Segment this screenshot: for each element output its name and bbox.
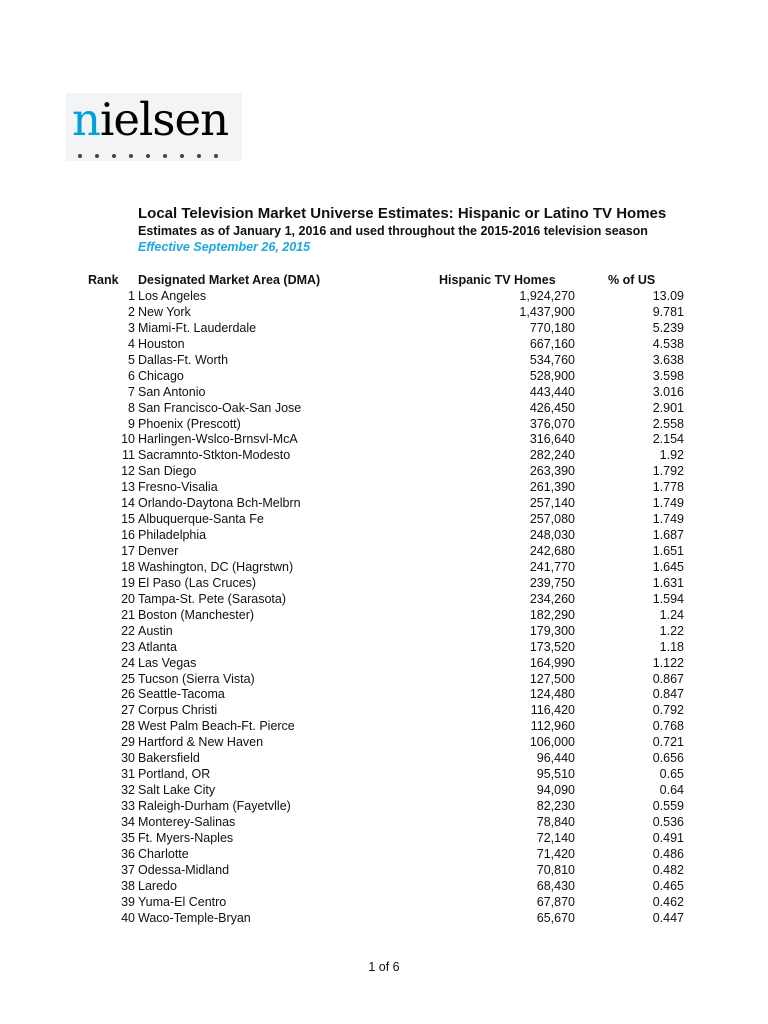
table-row xyxy=(0,672,768,688)
cell-hispanic-tv-homes: 96,440 xyxy=(536,751,575,766)
cell-dma: Hartford & New Haven xyxy=(138,735,264,750)
cell-hispanic-tv-homes: 1,924,270 xyxy=(519,289,575,303)
cell-percent-of-us: 2.901 xyxy=(652,400,684,415)
cell-dma: Bakersfield xyxy=(138,751,200,766)
table-row xyxy=(0,480,768,496)
cell-dma: Yuma-El Centro xyxy=(138,894,227,909)
cell-rank: 36 xyxy=(121,846,135,861)
table-row xyxy=(0,799,768,815)
cell-percent-of-us: 0.536 xyxy=(652,814,684,829)
cell-rank: 3 xyxy=(128,320,135,335)
cell-hispanic-tv-homes: 116,420 xyxy=(530,703,575,718)
cell-rank: 25 xyxy=(121,671,135,686)
cell-rank: 2 xyxy=(128,304,135,319)
cell-hispanic-tv-homes: 770,180 xyxy=(529,320,575,335)
header-hispanic-tv-homes: Hispanic TV Homes xyxy=(439,273,556,287)
table-row xyxy=(0,624,768,640)
cell-rank: 7 xyxy=(128,384,135,399)
cell-dma: Fresno-Visalia xyxy=(138,480,218,495)
table-row xyxy=(0,369,768,385)
table-row xyxy=(0,496,768,512)
cell-hispanic-tv-homes: 179,300 xyxy=(529,623,575,638)
table-row xyxy=(0,656,768,672)
cell-rank: 21 xyxy=(121,607,135,622)
page-title: Local Television Market Universe Estimates: Hispanic or Latino TV Homes xyxy=(138,205,667,222)
cell-hispanic-tv-homes: 72,140 xyxy=(536,830,575,845)
cell-dma: Charlotte xyxy=(138,846,189,861)
cell-rank: 12 xyxy=(121,464,135,479)
cell-dma: Raleigh-Durham (Fayetvlle) xyxy=(138,799,291,813)
cell-hispanic-tv-homes: 257,080 xyxy=(529,512,575,527)
table-row xyxy=(0,448,768,464)
cell-rank: 18 xyxy=(121,559,135,574)
cell-rank: 22 xyxy=(121,623,135,638)
cell-dma: Phoenix (Prescott) xyxy=(138,416,241,431)
cell-dma: El Paso (Las Cruces) xyxy=(138,575,257,590)
table-row xyxy=(0,703,768,719)
cell-rank: 30 xyxy=(121,751,135,766)
cell-dma: San Diego xyxy=(138,464,197,479)
cell-hispanic-tv-homes: 528,900 xyxy=(529,368,575,383)
cell-hispanic-tv-homes: 263,390 xyxy=(529,464,575,479)
table-row xyxy=(0,879,768,895)
logo-rest-letters: ielsen xyxy=(99,93,229,146)
cell-rank: 5 xyxy=(128,352,135,367)
cell-hispanic-tv-homes: 95,510 xyxy=(536,767,575,782)
cell-dma: Tucson (Sierra Vista) xyxy=(138,671,255,686)
cell-percent-of-us: 1.749 xyxy=(652,512,684,527)
cell-hispanic-tv-homes: 534,760 xyxy=(529,352,575,367)
cell-hispanic-tv-homes: 242,680 xyxy=(529,544,575,558)
cell-dma: Philadelphia xyxy=(138,528,207,543)
cell-rank: 26 xyxy=(121,687,135,702)
cell-dma: Austin xyxy=(138,623,173,638)
table-row xyxy=(0,417,768,433)
table-row xyxy=(0,544,768,560)
cell-dma: Tampa-St. Pete (Sarasota) xyxy=(138,591,286,606)
cell-percent-of-us: 1.18 xyxy=(659,639,684,654)
cell-percent-of-us: 0.656 xyxy=(652,751,684,766)
table-row xyxy=(0,815,768,831)
cell-hispanic-tv-homes: 70,810 xyxy=(536,862,575,877)
cell-hispanic-tv-homes: 164,990 xyxy=(529,655,575,670)
cell-dma: Salt Lake City xyxy=(138,783,216,798)
cell-hispanic-tv-homes: 94,090 xyxy=(536,783,575,798)
cell-rank: 6 xyxy=(128,368,135,383)
table-row xyxy=(0,592,768,608)
table-row xyxy=(0,337,768,353)
cell-percent-of-us: 3.598 xyxy=(652,368,684,383)
table-row xyxy=(0,560,768,576)
table-row xyxy=(0,353,768,369)
cell-rank: 15 xyxy=(121,512,135,527)
cell-percent-of-us: 0.462 xyxy=(652,894,684,909)
cell-rank: 34 xyxy=(121,814,135,829)
cell-hispanic-tv-homes: 443,440 xyxy=(529,384,575,399)
cell-percent-of-us: 0.559 xyxy=(652,799,684,813)
cell-rank: 39 xyxy=(121,894,135,909)
table-row xyxy=(0,831,768,847)
cell-percent-of-us: 0.486 xyxy=(652,846,684,861)
cell-dma: San Antonio xyxy=(138,384,206,399)
cell-hispanic-tv-homes: 241,770 xyxy=(529,559,575,574)
cell-dma: San Francisco-Oak-San Jose xyxy=(138,400,302,415)
cell-dma: Harlingen-Wslco-Brnsvl-McA xyxy=(138,432,298,447)
cell-rank: 23 xyxy=(121,639,135,654)
table-row xyxy=(0,719,768,735)
table-row xyxy=(0,640,768,656)
table-row xyxy=(0,432,768,448)
cell-hispanic-tv-homes: 239,750 xyxy=(529,575,575,590)
cell-dma: Seattle-Tacoma xyxy=(138,687,225,702)
cell-hispanic-tv-homes: 68,430 xyxy=(536,878,575,893)
cell-dma: New York xyxy=(138,304,191,319)
cell-rank: 17 xyxy=(121,544,135,558)
cell-percent-of-us: 1.594 xyxy=(652,591,684,606)
cell-percent-of-us: 0.491 xyxy=(652,830,684,845)
cell-rank: 32 xyxy=(121,783,135,798)
table-row xyxy=(0,687,768,703)
table-row xyxy=(0,783,768,799)
cell-percent-of-us: 9.781 xyxy=(652,304,684,319)
cell-dma: Corpus Christi xyxy=(138,703,218,718)
cell-rank: 19 xyxy=(121,575,135,590)
cell-rank: 9 xyxy=(128,416,135,431)
cell-dma: Waco-Temple-Bryan xyxy=(138,910,251,925)
dma-table xyxy=(0,289,768,927)
logo-dots xyxy=(78,145,231,163)
cell-hispanic-tv-homes: 376,070 xyxy=(529,416,575,431)
cell-dma: Laredo xyxy=(138,878,177,893)
table-row xyxy=(0,895,768,911)
cell-hispanic-tv-homes: 106,000 xyxy=(529,735,575,750)
cell-dma: Boston (Manchester) xyxy=(138,607,255,622)
cell-dma: Portland, OR xyxy=(138,767,211,782)
cell-percent-of-us: 1.749 xyxy=(652,496,684,511)
cell-percent-of-us: 1.645 xyxy=(652,559,684,574)
cell-percent-of-us: 1.651 xyxy=(652,544,684,558)
cell-rank: 13 xyxy=(121,480,135,495)
cell-hispanic-tv-homes: 71,420 xyxy=(536,846,575,861)
cell-dma: Ft. Myers-Naples xyxy=(138,830,234,845)
cell-hispanic-tv-homes: 261,390 xyxy=(529,480,575,495)
cell-rank: 38 xyxy=(121,878,135,893)
logo-wordmark xyxy=(72,93,229,146)
cell-dma: Washington, DC (Hagrstwn) xyxy=(138,559,294,574)
cell-hispanic-tv-homes: 316,640 xyxy=(529,432,575,447)
header-dma: Designated Market Area (DMA) xyxy=(138,273,321,287)
table-row xyxy=(0,321,768,337)
cell-percent-of-us: 0.482 xyxy=(652,862,684,877)
cell-hispanic-tv-homes: 78,840 xyxy=(536,814,575,829)
table-row xyxy=(0,911,768,927)
cell-percent-of-us: 0.792 xyxy=(652,703,684,718)
table-row xyxy=(0,528,768,544)
cell-percent-of-us: 1.24 xyxy=(659,607,684,622)
header-rank: Rank xyxy=(88,273,119,287)
header-percent-of-us: % of US xyxy=(608,273,656,287)
table-row xyxy=(0,576,768,592)
cell-rank: 27 xyxy=(121,703,135,718)
logo-accent-letter: n xyxy=(72,93,100,146)
cell-dma: Los Angeles xyxy=(138,289,207,303)
cell-dma: Albuquerque-Santa Fe xyxy=(138,512,264,527)
cell-percent-of-us: 1.687 xyxy=(652,528,684,543)
cell-rank: 4 xyxy=(128,336,135,351)
table-row xyxy=(0,767,768,783)
cell-hispanic-tv-homes: 82,230 xyxy=(536,799,575,813)
table-row xyxy=(0,735,768,751)
cell-dma: Denver xyxy=(138,544,179,558)
cell-percent-of-us: 0.447 xyxy=(652,910,684,925)
cell-dma: Sacramnto-Stkton-Modesto xyxy=(138,448,291,463)
cell-hispanic-tv-homes: 173,520 xyxy=(529,639,575,654)
cell-hispanic-tv-homes: 234,260 xyxy=(529,591,575,606)
cell-hispanic-tv-homes: 282,240 xyxy=(529,448,575,463)
cell-dma: Dallas-Ft. Worth xyxy=(138,352,229,367)
cell-dma: Miami-Ft. Lauderdale xyxy=(138,320,257,335)
table-row xyxy=(0,289,768,305)
cell-hispanic-tv-homes: 112,960 xyxy=(530,719,575,734)
cell-rank: 1 xyxy=(128,289,135,303)
cell-percent-of-us: 0.64 xyxy=(659,783,684,798)
cell-rank: 29 xyxy=(121,735,135,750)
cell-rank: 16 xyxy=(121,528,135,543)
cell-dma: Las Vegas xyxy=(138,655,197,670)
cell-hispanic-tv-homes: 667,160 xyxy=(529,336,575,351)
cell-hispanic-tv-homes: 426,450 xyxy=(529,400,575,415)
cell-percent-of-us: 3.016 xyxy=(652,384,684,399)
cell-percent-of-us: 1.792 xyxy=(652,464,684,479)
nielsen-logo xyxy=(66,93,242,161)
cell-rank: 10 xyxy=(121,432,135,447)
cell-percent-of-us: 0.768 xyxy=(652,719,684,734)
cell-dma: Orlando-Daytona Bch-Melbrn xyxy=(138,496,301,511)
cell-hispanic-tv-homes: 257,140 xyxy=(529,496,575,511)
cell-percent-of-us: 1.92 xyxy=(659,448,684,463)
cell-rank: 40 xyxy=(121,910,135,925)
cell-rank: 31 xyxy=(121,767,135,782)
cell-rank: 14 xyxy=(121,496,135,511)
cell-percent-of-us: 0.721 xyxy=(652,735,684,750)
table-row xyxy=(0,847,768,863)
cell-hispanic-tv-homes: 65,670 xyxy=(536,910,575,925)
cell-dma: Chicago xyxy=(138,368,184,383)
cell-dma: Odessa-Midland xyxy=(138,862,230,877)
cell-rank: 35 xyxy=(121,830,135,845)
table-row xyxy=(0,305,768,321)
cell-dma: Monterey-Salinas xyxy=(138,814,236,829)
cell-percent-of-us: 2.154 xyxy=(652,432,684,447)
table-row xyxy=(0,385,768,401)
table-row xyxy=(0,863,768,879)
cell-percent-of-us: 13.09 xyxy=(652,289,684,303)
cell-percent-of-us: 2.558 xyxy=(652,416,684,431)
cell-percent-of-us: 3.638 xyxy=(652,352,684,367)
cell-percent-of-us: 1.122 xyxy=(652,655,684,670)
cell-dma: Houston xyxy=(138,336,185,351)
cell-percent-of-us: 5.239 xyxy=(652,320,684,335)
table-row xyxy=(0,464,768,480)
cell-rank: 28 xyxy=(121,719,135,734)
cell-hispanic-tv-homes: 67,870 xyxy=(536,894,575,909)
cell-rank: 11 xyxy=(122,448,135,463)
cell-percent-of-us: 0.65 xyxy=(659,767,684,782)
cell-dma: Atlanta xyxy=(138,639,177,654)
cell-percent-of-us: 4.538 xyxy=(652,336,684,351)
page-number: 1 of 6 xyxy=(368,960,400,974)
effective-date: Effective September 26, 2015 xyxy=(138,240,311,254)
cell-percent-of-us: 1.631 xyxy=(652,575,684,590)
cell-hispanic-tv-homes: 248,030 xyxy=(529,528,575,543)
cell-percent-of-us: 0.847 xyxy=(652,687,684,702)
cell-percent-of-us: 0.867 xyxy=(652,671,684,686)
page-subtitle: Estimates as of January 1, 2016 and used throughout the 2015-2016 television season xyxy=(138,224,648,238)
table-row xyxy=(0,512,768,528)
cell-hispanic-tv-homes: 182,290 xyxy=(529,607,575,622)
cell-rank: 8 xyxy=(128,400,135,415)
cell-hispanic-tv-homes: 124,480 xyxy=(529,687,575,702)
cell-hispanic-tv-homes: 1,437,900 xyxy=(519,304,575,319)
table-row xyxy=(0,608,768,624)
cell-rank: 33 xyxy=(121,799,135,813)
cell-percent-of-us: 1.22 xyxy=(659,623,684,638)
cell-percent-of-us: 1.778 xyxy=(652,480,684,495)
cell-rank: 20 xyxy=(121,591,135,606)
cell-rank: 37 xyxy=(121,862,135,877)
table-row xyxy=(0,751,768,767)
cell-rank: 24 xyxy=(121,655,135,670)
table-row xyxy=(0,401,768,417)
cell-dma: West Palm Beach-Ft. Pierce xyxy=(138,719,295,734)
cell-hispanic-tv-homes: 127,500 xyxy=(529,671,575,686)
cell-percent-of-us: 0.465 xyxy=(652,878,684,893)
